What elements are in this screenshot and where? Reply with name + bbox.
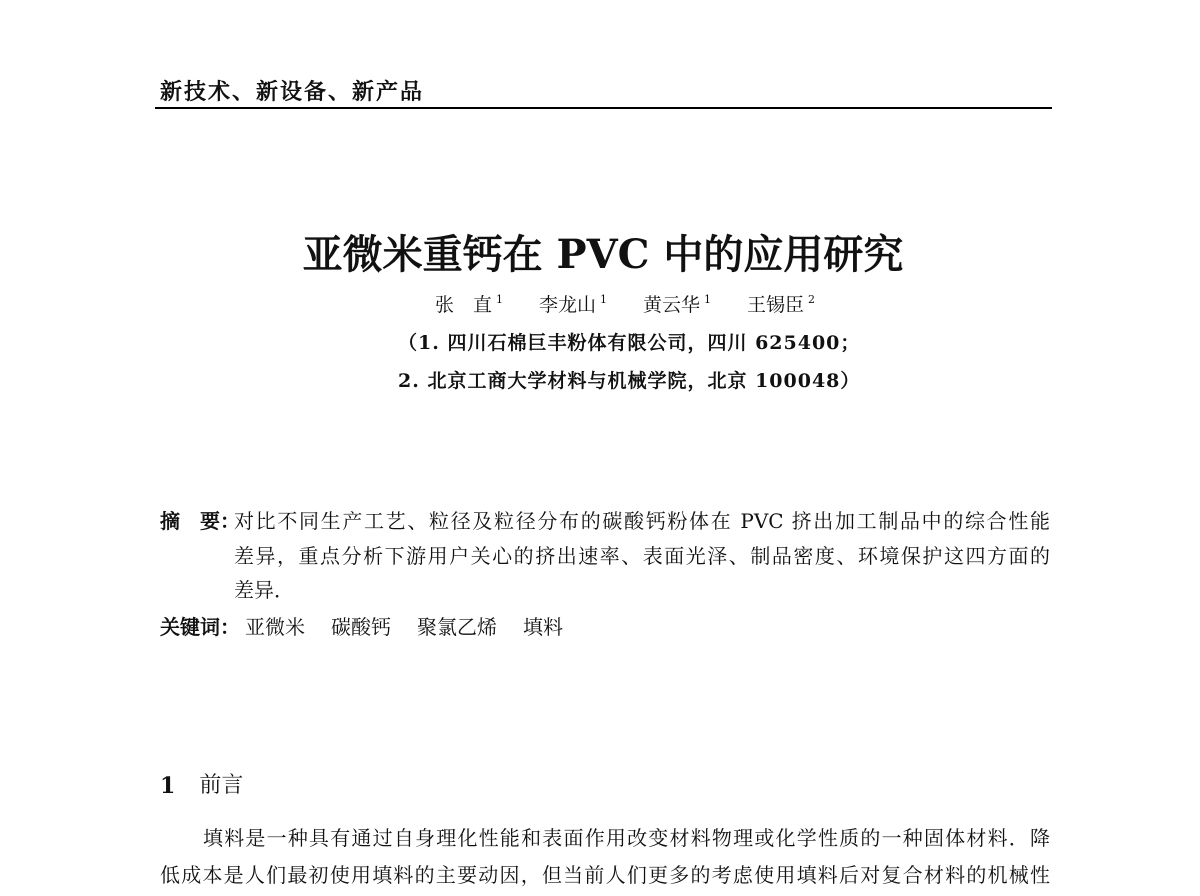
author-list bbox=[225, 292, 1025, 318]
running-header-section-label: 新技术、新设备、新产品 bbox=[160, 79, 425, 105]
section-number: 1 bbox=[160, 773, 176, 799]
section-heading bbox=[160, 772, 243, 800]
author-affiliation-marker: 1 bbox=[704, 293, 712, 306]
body-text-line: 低成本是人们最初使用填料的主要动因，但当前人们更多的考虑使用填料后对复合材料的机械性 bbox=[160, 863, 1050, 887]
header-divider bbox=[155, 107, 1052, 109]
author-name: 王锡臣 bbox=[747, 294, 805, 316]
body-text-line: 填料是一种具有通过自身理化性能和表面作用改变材料物理或化学性质的一种固体材料．降 bbox=[203, 826, 1050, 850]
author bbox=[747, 292, 815, 318]
keywords-list bbox=[245, 614, 563, 640]
author-affiliation-marker: 2 bbox=[808, 293, 816, 306]
keyword: 聚氯乙烯 bbox=[417, 615, 497, 639]
author bbox=[539, 292, 607, 318]
author-affiliation-marker: 1 bbox=[600, 293, 607, 306]
keyword: 碳酸钙 bbox=[331, 615, 391, 639]
keyword: 填料 bbox=[523, 615, 563, 639]
section-title: 前言 bbox=[199, 773, 244, 798]
author bbox=[643, 292, 711, 318]
abstract-label: 摘 要： bbox=[160, 509, 240, 533]
paper-title: 亚微米重钙在 PVC 中的应用研究 bbox=[302, 231, 904, 278]
keyword: 亚微米 bbox=[245, 615, 305, 639]
affiliation-1: （1. 四川石棉巨丰粉体有限公司，四川 625400； bbox=[398, 332, 861, 354]
author-name: 李龙山 bbox=[538, 294, 596, 316]
author-name: 张 直 bbox=[434, 294, 492, 316]
abstract-line: 差异，重点分析下游用户关心的挤出速率、表面光泽、制品密度、环境保护这四方面的 bbox=[234, 544, 1050, 568]
author bbox=[435, 292, 503, 318]
keywords-label: 关键词： bbox=[160, 615, 240, 639]
abstract-line: 对比不同生产工艺、粒径及粒径分布的碳酸钙粉体在 PVC 挤出加工制品中的综合性能 bbox=[234, 509, 1050, 533]
abstract-line: 差异． bbox=[234, 578, 294, 602]
affiliation-2: 2. 北京工商大学材料与机械学院，北京 100048） bbox=[398, 370, 861, 392]
author-affiliation-marker: 1 bbox=[495, 293, 503, 306]
keywords bbox=[160, 614, 563, 640]
author-name: 黄云华 bbox=[643, 294, 701, 316]
